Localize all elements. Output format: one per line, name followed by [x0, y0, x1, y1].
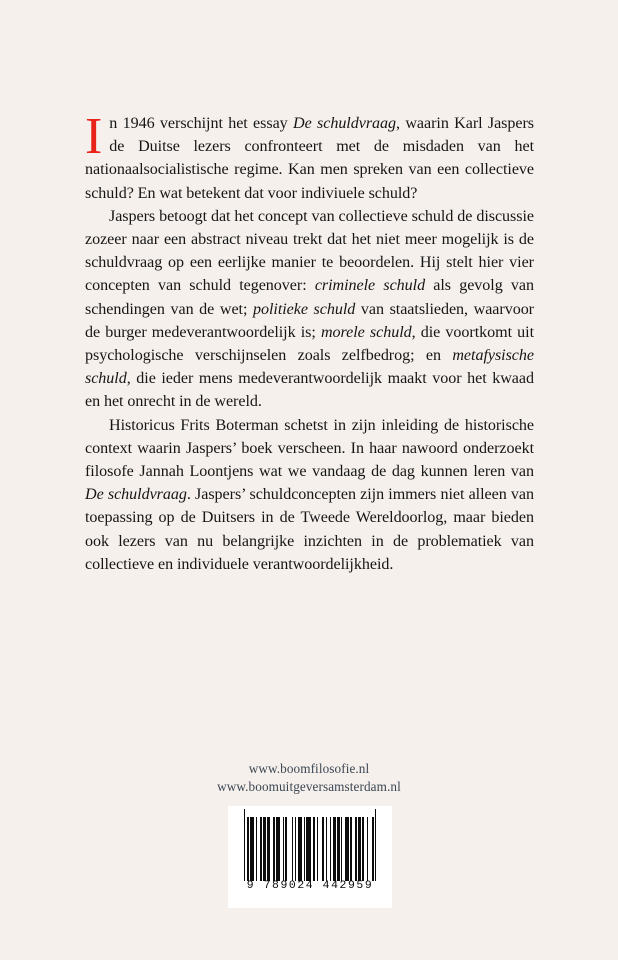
blurb-paragraph-2: [85, 205, 534, 414]
p2-term-metafysische: metafysische schuld: [85, 347, 534, 388]
blurb-paragraph-3: [85, 414, 534, 576]
barcode-bars-area: [244, 817, 376, 881]
p2-term-criminele: criminele schuld: [314, 277, 426, 295]
p3-part1: Historicus Frits Boterman schetst in zijn inleiding de historische context waarin Jaspers’ boek verscheen. In haar nawoord onderzoekt filosofe Jannah Loontjens wat we vandaag de dag kunnen leren van: [85, 416, 534, 481]
p2-term-politieke: politieke schuld: [253, 300, 356, 318]
p1-part1: n 1946 verschijnt het essay: [109, 115, 294, 132]
p2-part5: , die ieder mens medeverantwoordelijk maakt voor het kwaad en het onrecht in de wereld.: [85, 370, 534, 411]
p2-part2: als gevolg van schendingen van de wet;: [85, 277, 535, 318]
blurb-paragraph-1: [85, 108, 535, 205]
p2-part3: van staatslieden, waarvoor de burger medeverantwoordelijk is;: [85, 300, 534, 341]
barcode-digits: 9 789024 442959: [246, 880, 374, 892]
dropcap-letter: I: [85, 108, 103, 165]
p1-title-italic: De schuldvraag: [293, 115, 397, 132]
blurb-text: [85, 108, 535, 576]
barcode-bars: [244, 817, 376, 881]
p2-term-morele: morele schuld: [320, 323, 412, 341]
isbn-barcode: [228, 806, 392, 908]
p3-title-italic: De schuldvraag: [85, 486, 187, 504]
p3-part2: . Jaspers’ schuldconcepten zijn immers niet alleen van toepassing op de Duitsers in de Tweede Wereldoorlog, maar bieden ook lezers van nu belangrijke inzichten in de problematiek van collectieve en individuele verantwoordelijkheid.: [85, 486, 534, 573]
p2-part4: , die voortkomt uit psychologische verschijnselen zoals zelfbedrog; en: [85, 323, 535, 365]
p1-part2: , waarin Karl Jaspers de Duitse lezers confronteert met de misdaden van het nationaalsocialistische regime. Kan men spreken van een collectieve schuld? En wat betekent dat voor indiviuele schuld?: [85, 115, 535, 202]
url-boomfilosofie[interactable]: www.boomfilosofie.nl: [248, 761, 370, 776]
publisher-urls: [0, 760, 618, 796]
p2-part1: Jaspers betoogt dat het concept van collectieve schuld de discussie zozeer naar een abstract niveau trekt dat het niet meer mogelijk is de schuldvraag op een eerlijke manier te beoordelen. Hij stelt hier vier concepten van schuld tegenover:: [85, 207, 534, 295]
url-boomuitgevers[interactable]: www.boomuitgeversamsterdam.nl: [217, 779, 401, 794]
